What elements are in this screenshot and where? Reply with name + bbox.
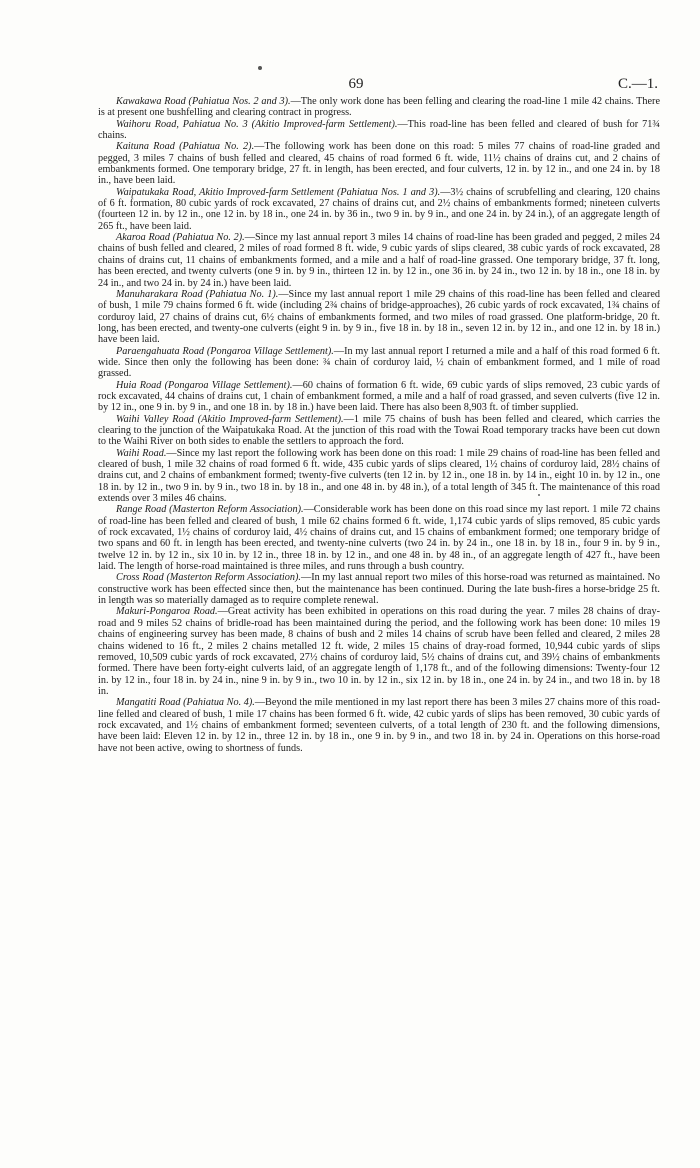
paragraph-text: —60 chains of formation 6 ft. wide, 69 cubic yards of slips removed, 23 cubic yards of rock excavated, 44 chains of drains cut, 1 chain of embankment formed, a mile and a half of road grassed, and seven culverts (five 12 in. by 12 in., one 9 in. by 9 in., and one 18 in. by 18 in.) have been laid. There has also been 8,903 ft. of timber supplied. [98,379,661,414]
paragraph-waihi-road [98,448,660,505]
paragraph-manuharakara-road [98,289,660,346]
paragraph-heading: Kawakawa Road (Pahiatua Nos. 2 and 3). [116,96,291,107]
paragraph-text: —1 mile 75 chains of bush has been felled and cleared, which carries the clearing to the junction of the Waipatukaka Road. At the junction of this road with the Towai Road temporary tracks have been cut down to the Waihi River on both sides to enable the settlers to approach the ford. [98,413,660,448]
paragraph-text: —In my last annual report I returned a mile and a half of this road formed 6 ft. wide. Since then only the following has been done: ¾ chain of corduroy laid, ½ chain of embankment formed, and 1 mile of road grassed. [98,345,660,380]
paragraph-text: —Great activity has been exhibited in operations on this road during the year. 7 miles 28 chains of dray-road and 9 miles 52 chains of bridle-road has been maintained during the period, and the following work has been done: 10 miles 19 chains of engineering survey has been made, 8 chains of bush and 2 miles 14 chains of scrub have been felled and cleared, 2 miles 28 chains widened to 16 ft., 2 miles 2 chains metalled 12 ft. wide, 2 miles 15 chains of dray-road formed, 10,944 cubic yards of slips removed, 10,509 cubic yards of rock excavated, 27½ chains of corduroy laid, 5½ chains of drains cut, and 39½ chains of embankments formed. There have been forty-eight culverts laid, of an aggregate length of 1,178 ft., and of the following dimensions: Twenty-four 12 in. by 12 in., four 18 in. by 24 in., nine 9 in. by 9 in., two 10 in. by 12 in., six 12 in. by 18 in., one 24 in. by 24 in., and two 18 in. by 18 in. [98,606,660,697]
paragraph-text: —Considerable work has been done on this road since my last report. 1 mile 72 chains of road-line has been felled and cleared of bush, 1 mile 62 chains formed 6 ft. wide, 1,174 cubic yards of slips removed, 85 cubic yards of rock excavated, 1½ chains of corduroy laid, 4½ chains of drains cut, and 15 chains of embankment formed; one temporary bridge of two spans and 60 ft. in length has been erected, and twenty-nine culverts (two 24 in. by 24 in., one 18 in. by 18 in., four 9 in. by 9 in., twelve 12 in. by 12 in., six 10 in. by 12 in., three 18 in. by 12 in., and one 48 in. by 48 in., of an aggregate length of 427 ft., have been laid. The length of horse-road maintained is three miles, and runs through a bush country. [98,504,660,573]
paragraph-kaituna-road [98,141,660,186]
paragraph-heading: Waihi Valley Road (Akitio Improved-farm Settlement). [116,413,344,425]
paragraph-heading: Waihoru Road, Pahiatua No. 3 (Akitio Improved-farm Settlement). [116,118,398,130]
paragraph-cross-road [98,572,660,606]
paragraph-text: —In my last annual report two miles of this horse-road was returned as maintained. No constructive work has been effected since then, but the maintenance has been continued. During the late bush-fires a horse-bridge 25 ft. in length was so materially damaged as to require complete renewal. [98,572,660,607]
paragraph-text: —Since my last report the following work has been done on this road: 1 mile 29 chains of road-line has been felled and cleared of bush, 1 mile 32 chains of road formed 6 ft. wide, 435 cubic yards of slips cleared, 1½ chains of corduroy laid, 28½ chains of drains cut, and 2 chains of embankment formed; twenty-five culverts (ten 12 in. by 12 in., one 18 in. by 14 in., eight 10 in. by 12 in., one 18 in. by 12 in., two 9 in. by 9 in., two 18 in. by 18 in., and one 48 in. by 48 in.), of a total length of 345 ft. The maintenance of this road extends over 3 miles 46 chains. [98,447,660,505]
paragraph-heading: Manuharakara Road (Pahiatua No. 1). [116,288,279,300]
document-reference: C.—1. [617,76,658,92]
paragraph-heading: Range Road (Masterton Reform Association). [116,504,304,516]
paragraph-heading: Waipatukaka Road, Akitio Improved-farm Settlement (Pahiatua Nos. 1 and 3). [116,186,441,198]
paragraph-range-road [98,504,660,572]
paragraph-makuri-pongaroa-road [98,606,660,697]
paragraph-text: —3½ chains of scrubfelling and clearing, 120 chains of 6 ft. formation, 80 cubic yards of rock excavated, 27 chains of drains cut, and 2½ chains of embankments formed; nineteen culverts (fourteen 12 in. by 12 in., one 12 in. by 18 in., one 24 in. by 36 in., two 9 in. by 9 in., and one 24 in. by 24 in.), of an aggregate length of 265 ft., have been laid. [98,186,661,232]
paragraph-huia-road [98,380,660,414]
paragraph-waihi-valley-road [98,414,660,448]
paragraph-waihoru-road [98,119,660,142]
paragraph-heading: Mangatiti Road (Pahiatua No. 4). [116,697,255,709]
paragraph-text: —This road-line has been felled and cleared of bush for 71¾ chains. [98,118,660,142]
paragraph-text: —Since my last annual report 1 mile 29 chains of this road-line has been felled and cleared of bush, 1 mile 79 chains formed 6 ft. wide (including 2¾ chains of bridge-approaches), 26 cubic yards of rock excavated, 1¾ chains of corduroy laid, 27 chains of drains cut, 6½ chains of embankments formed, and two miles of road grassed. One platform-bridge, 20 ft. long, has been erected, and twenty-one culverts (eight 9 in. by 9 in., five 18 in. by 18 in., seven 12 in. by 12 in., and one 12 in. by 18 in.) have been laid. [98,288,660,346]
paragraph-text: —Beyond the mile mentioned in my last report there has been 3 miles 27 chains more of this road-line felled and cleared of bush, 1 mile 17 chains has been formed 6 ft. wide, 42 cubic yards of slips has been removed, 30 cubic yards of rock excavated, and 1½ chains of embankment formed; seventeen culverts, of a total length of 230 ft. and the following dimensions, have been laid: Eleven 12 in. by 12 in., three 12 in. by 18 in., one 9 in. by 9 in., and two 18 in. by 24 in. Operations on this horse-road have not been active, owing to shortness of funds. [98,697,661,754]
paragraph-waipatukaka-road [98,187,660,232]
paragraph-text: —Since my last annual report 3 miles 14 chains of road-line has been graded and pegged, 2 miles 24 chains of bush felled and cleared, 2 miles of road formed 8 ft. wide, 9 cubic yards of slips cleared, 38 cubic yards of rock excavated, 28 chains of drains cut, 11 chains of embankments formed, and a mile and a half of road-line grassed. One temporary bridge, 37 ft. long, has been erected, and twenty culverts (one 9 in. by 9 in., thirteen 12 in. by 12 in., one 36 in. by 24 in., two 12 in. by 18 in., one 18 in. by 24 in., and two 24 in. by 24 in.) have been laid. [98,232,660,289]
paragraph-heading: Huia Road (Pongaroa Village Settlement). [116,379,293,391]
paragraph-heading: Akaroa Road (Pahiatua No. 2). [116,232,245,244]
paragraph-kawakawa-road [98,96,660,119]
paragraph-mangatiti-road [98,697,660,754]
paragraph-heading: Paraengahuata Road (Pongaroa Village Settlement). [116,345,334,357]
scan-speck [538,494,540,496]
paragraph-paraengahuata-road [98,346,660,380]
paragraph-heading: Waihi Road. [116,447,167,459]
scan-mark [258,66,262,70]
page-number: 69 [348,76,364,92]
paragraph-text: —The only work done has been felling and clearing the road-line 1 mile 42 chains. There is at present one bushfelling and clearing contract in progress. [98,96,660,119]
paragraph-text: —The following work has been done on this road: 5 miles 77 chains of road-line graded and pegged, 3 miles 7 chains of bush felled and cleared, 45 chains of road formed 6 ft. wide, 11½ chains of drains cut, and 2 chains of embankments formed. One temporary bridge, 27 ft. in length, has been erected, and four culverts, 12 in. by 12 in., and one 24 in. by 18 in., have been laid. [98,141,661,187]
paragraph-heading: Kaituna Road (Pahiatua No. 2). [116,141,255,153]
paragraph-heading: Cross Road (Masterton Reform Association). [116,572,301,584]
paragraph-akaroa-road [98,232,660,289]
report-body [98,96,660,754]
paragraph-heading: Makuri-Pongaroa Road. [116,606,218,618]
